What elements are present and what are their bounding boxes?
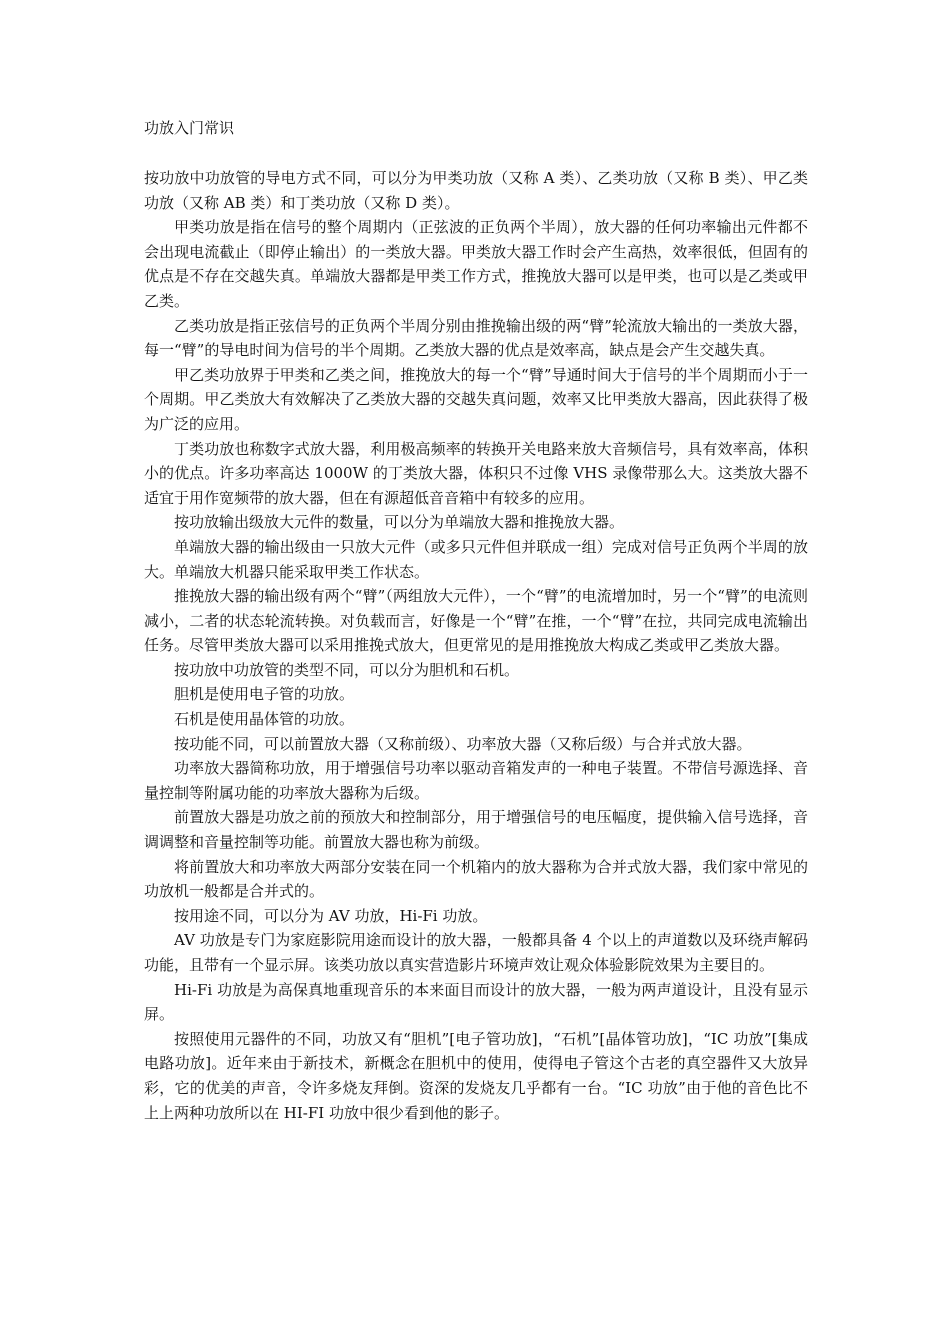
- paragraph: 推挽放大器的输出级有两个“臂”（两组放大元件），一个“臂”的电流增加时，另一个“臂”的电流则减小，二者的状态轮流转换。对负载而言，好像是一个“臂”在推，一个“臂”在拉，共同完成电流输出任务。尽管甲类放大器可以采用推挽式放大，但更常见的是用推挽放大构成乙类或甲乙类放大器。: [144, 587, 808, 655]
- paragraph: 单端放大器的输出级由一只放大元件（或多只元件但并联成一组）完成对信号正负两个半周的放大。单端放大机器只能采取甲类工作状态。: [144, 537, 808, 581]
- paragraph: 乙类功放是指正弦信号的正负两个半周分别由推挽输出级的两“臂”轮流放大输出的一类放大器，每一“臂”的导电时间为信号的半个周期。乙类放大器的优点是效率高，缺点是会产生交越失真。: [144, 316, 808, 360]
- paragraph: 按功放中功放管的类型不同，可以分为胆机和石机。: [174, 660, 520, 679]
- paragraph: 功率放大器简称功放，用于增强信号功率以驱动音箱发声的一种电子装置。不带信号源选择、音量控制等附属功能的功率放大器称为后级。: [144, 759, 808, 802]
- paragraph: 丁类功放也称数字式放大器，利用极高频率的转换开关电路来放大音频信号，具有效率高，体积小的优点。许多功率高达 1000W 的丁类放大器，体积只不过像 VHS 录像带那么大。这类放大器不适宜于用作宽频带的放大器，但在有源超低音音箱中有较多的应用。: [144, 439, 808, 507]
- document-title: 功放入门常识: [144, 119, 235, 137]
- paragraph: 石机是使用晶体管的功放。: [174, 710, 355, 729]
- paragraph: 按功能不同，可以前置放大器（又称前级）、功率放大器（又称后级）与合并式放大器。: [174, 734, 752, 753]
- paragraph: Hi-Fi 功放是为高保真地重现音乐的本来面目而设计的放大器，一般为两声道设计，且没有显示屏。: [144, 980, 808, 1024]
- paragraph: AV 功放是专门为家庭影院用途而设计的放大器，一般都具备 4 个以上的声道数以及环绕声解码功能，且带有一个显示屏。该类功放以真实营造影片环境声效让观众体验影院效果为主要目的。: [144, 931, 808, 974]
- paragraph: 甲类功放是指在信号的整个周期内（正弦波的正负两个半周），放大器的任何功率输出元件都不会出现电流截止（即停止输出）的一类放大器。甲类放大器工作时会产生高热，效率很低，但固有的优点是不存在交越失真。单端放大器都是甲类工作方式，推挽放大器可以是甲类，也可以是乙类或甲乙类。: [144, 218, 808, 310]
- paragraph: 胆机是使用电子管的功放。: [174, 685, 355, 704]
- paragraph: 甲乙类功放界于甲类和乙类之间，推挽放大的每一个“臂”导通时间大于信号的半个周期而小于一个周期。甲乙类放大有效解决了乙类放大器的交越失真问题，效率又比甲类放大器高，因此获得了极为广泛的应用。: [144, 365, 808, 433]
- document-page: [144, 116, 808, 1125]
- paragraph: 按功放输出级放大元件的数量，可以分为单端放大器和推挽放大器。: [174, 513, 625, 532]
- paragraph: 按照使用元器件的不同，功放又有“胆机”[电子管功放]，“石机”[晶体管功放]，“IC 功放”[集成电路功放]。近年来由于新技术，新概念在胆机中的使用，使得电子管这个古老的真空器件又大放异彩，它的优美的声音，令许多烧友拜倒。资深的发烧友几乎都有一台。“IC 功放”由于他的音色比不上上两种功放所以在 HI-FI 功放中很少看到他的影子。: [144, 1029, 808, 1122]
- paragraph: 前置放大器是功放之前的预放大和控制部分，用于增强信号的电压幅度，提供输入信号选择，音调调整和音量控制等功能。前置放大器也称为前级。: [144, 808, 808, 852]
- paragraph: 按功放中功放管的导电方式不同，可以分为甲类功放（又称 A 类）、乙类功放（又称 B 类）、甲乙类功放（又称 AB 类）和丁类功放（又称 D 类）。: [144, 169, 808, 212]
- paragraph: 将前置放大和功率放大两部分安装在同一个机箱内的放大器称为合并式放大器，我们家中常见的功放机一般都是合并式的。: [144, 857, 808, 901]
- paragraph: 按用途不同，可以分为 AV 功放，Hi-Fi 功放。: [174, 906, 488, 925]
